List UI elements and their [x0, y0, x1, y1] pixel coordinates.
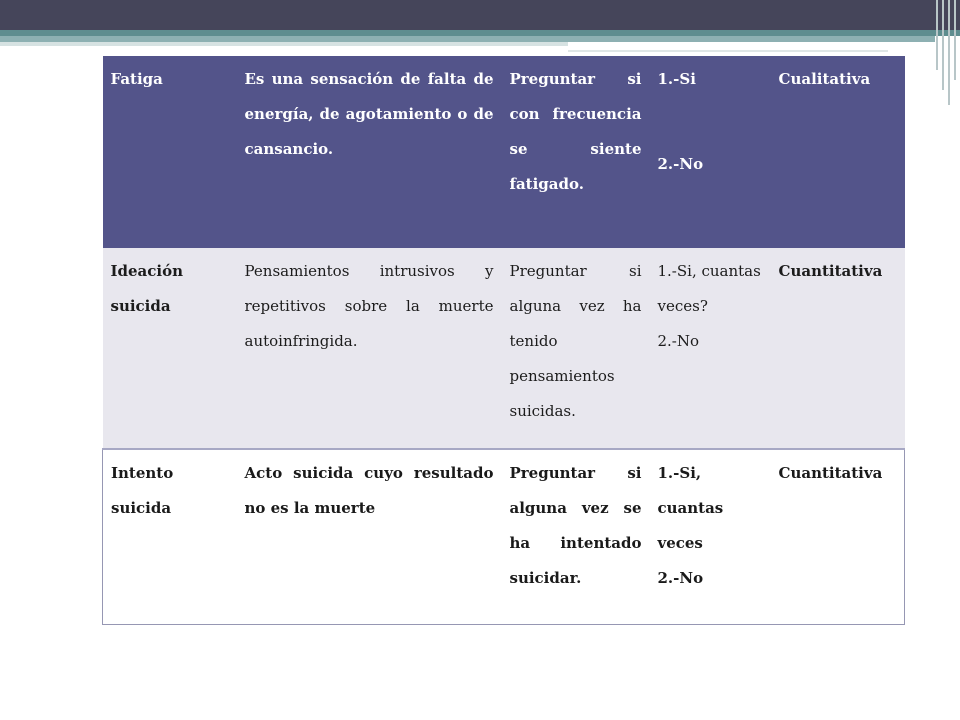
- variable-cell: Fatiga: [103, 56, 237, 248]
- option-2: 2.-No: [657, 155, 704, 173]
- scale-cell: Cuantitativa: [771, 449, 905, 625]
- table-row-fatiga: [103, 56, 905, 248]
- slide-divider-line: [568, 50, 888, 52]
- definition-cell: Acto suicida cuyo resultado no es la muerte: [237, 449, 502, 625]
- options-cell: [650, 56, 771, 248]
- question-cell: Preguntar si alguna vez se ha intentado suicidar.: [502, 449, 650, 625]
- option-2: 2.-No: [657, 332, 700, 350]
- slide-top-bar: [0, 0, 960, 30]
- options-cell: [650, 449, 771, 625]
- question-cell: Preguntar si con frecuencia se siente fatigado.: [502, 56, 650, 248]
- variable-cell: Intento suicida: [103, 449, 237, 625]
- question-cell: Preguntar si alguna vez ha tenido pensamientos suicidas.: [502, 248, 650, 449]
- slide-pale-stripe: [0, 42, 568, 46]
- option-2: 2.-No: [657, 569, 704, 587]
- option-1: 1.-Si: [657, 70, 696, 88]
- slide-corner-lines: [926, 0, 960, 110]
- options-cell: [650, 248, 771, 449]
- definition-cell: Pensamientos intrusivos y repetitivos sobre la muerte autoinfringida.: [237, 248, 502, 449]
- option-1: 1.-Si, cuantas veces: [657, 464, 724, 552]
- variable-cell: Ideación suicida: [103, 248, 237, 449]
- scale-cell: Cualitativa: [771, 56, 905, 248]
- option-1: 1.-Si, cuantas veces?: [657, 262, 761, 315]
- table-row-intento-suicida: [103, 449, 905, 625]
- scale-cell: Cuantitativa: [771, 248, 905, 449]
- table-row-ideacion-suicida: [103, 248, 905, 449]
- definition-cell: Es una sensación de falta de energía, de agotamiento o de cansancio.: [237, 56, 502, 248]
- variables-table: [102, 56, 905, 625]
